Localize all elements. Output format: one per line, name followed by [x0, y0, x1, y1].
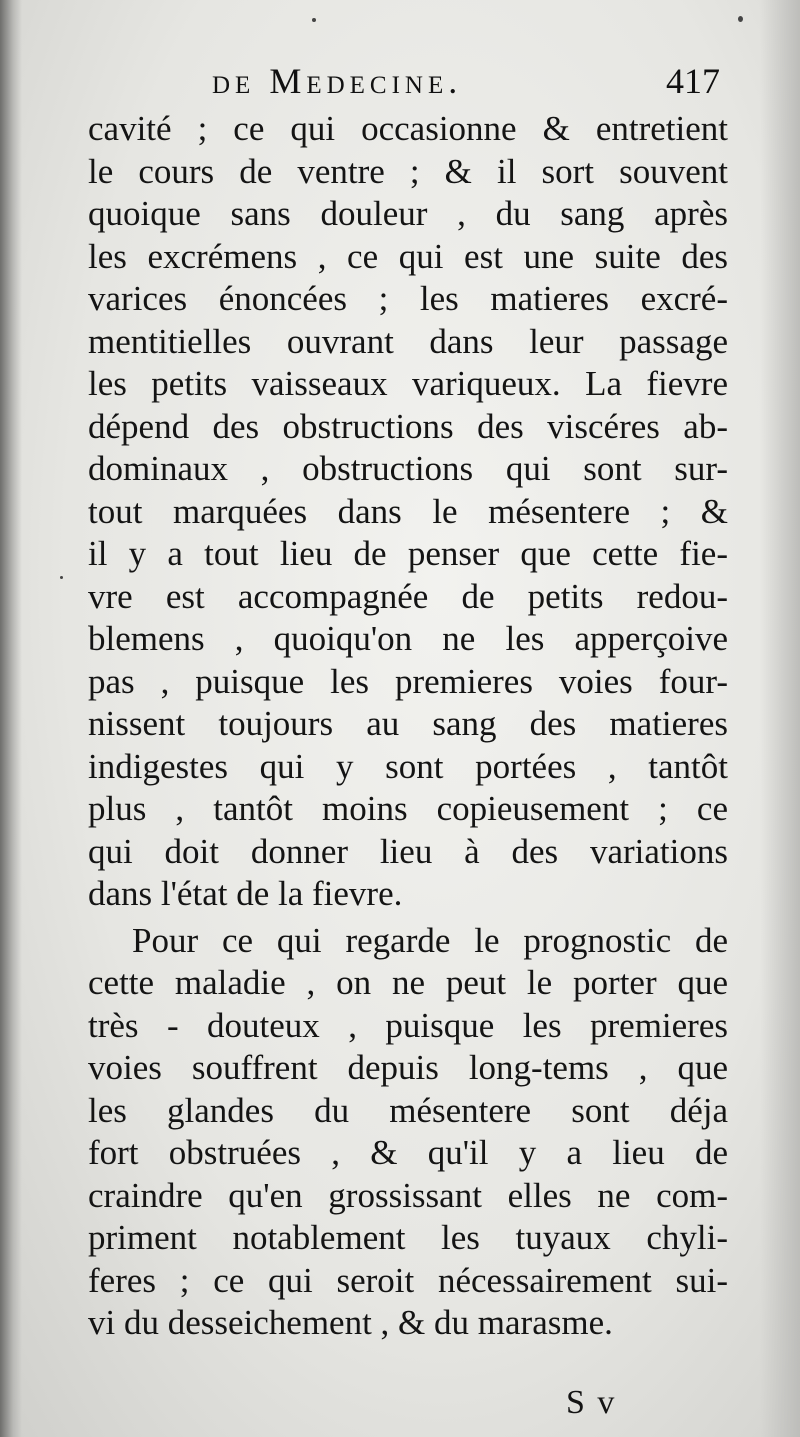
page-number: 417: [666, 61, 720, 101]
text-line: les excrémens , ce qui est une suite des: [88, 236, 728, 276]
text-line: les petits vaisseaux variqueux. La fievre: [88, 364, 728, 403]
text-line: vre est accompagnée de petits redou-: [88, 576, 728, 616]
text-line: dans l'état de la fievre.: [88, 874, 403, 913]
text-line: le cours de ventre ; & il sort souvent: [88, 151, 728, 191]
text-line: mentitielles ouvrant dans leur passage: [88, 321, 728, 361]
text-line: craindre qu'en grossissant elles ne com-: [88, 1175, 728, 1215]
ink-speck: [312, 18, 316, 22]
page-edge: [760, 0, 800, 1437]
text-line: plus , tantôt moins copieusement ; ce: [88, 789, 728, 828]
text-line: pas , puisque les premieres voies four-: [88, 661, 728, 701]
text-line: indigestes qui y sont portées , tantôt: [88, 746, 728, 786]
text-line: varices énoncées ; les matieres excré-: [88, 279, 728, 318]
gutter-shadow: [0, 0, 22, 1437]
text-line: dominaux , obstructions qui sont sur-: [88, 449, 728, 488]
text-line: nissent toujours au sang des matieres: [88, 704, 728, 743]
text-line: il y a tout lieu de penser que cette fie-: [88, 534, 728, 573]
text-line: très - douteux , puisque les premieres: [88, 1005, 728, 1045]
body-text: [88, 108, 728, 1345]
paragraph-2: [88, 920, 728, 1345]
text-line: qui doit donner lieu à des variations: [88, 831, 728, 871]
running-title: de Medecine.: [212, 61, 463, 101]
text-line: feres ; ce qui seroit nécessairement sui-: [88, 1260, 728, 1300]
text-line: dépend des obstructions des viscéres ab-: [88, 406, 728, 446]
paragraph-1: [88, 108, 728, 916]
text-line: fort obstruées , & qu'il y a lieu de: [88, 1133, 728, 1172]
text-line: cette maladie , on ne peut le porter que: [88, 963, 728, 1002]
ink-speck: [60, 576, 63, 579]
text-line: cavité ; ce qui occasionne & entretient: [88, 109, 728, 148]
text-line: blemens , quoiqu'on ne les apperçoive: [88, 619, 728, 658]
text-line: tout marquées dans le mésentere ; &: [88, 491, 728, 531]
catchword: S v: [566, 1384, 617, 1421]
text-line: les glandes du mésentere sont déja: [88, 1090, 728, 1130]
ink-speck: [738, 16, 743, 22]
text-line: quoique sans douleur , du sang après: [88, 194, 728, 233]
text-line: priment notablement les tuyaux chyli-: [88, 1218, 728, 1257]
page-header: [100, 60, 740, 110]
text-line: voies souffrent depuis long-tems , que: [88, 1048, 728, 1087]
text-line: Pour ce qui regarde le prognostic de: [132, 920, 728, 960]
text-line: vi du desseichement , & du marasme.: [88, 1303, 613, 1342]
